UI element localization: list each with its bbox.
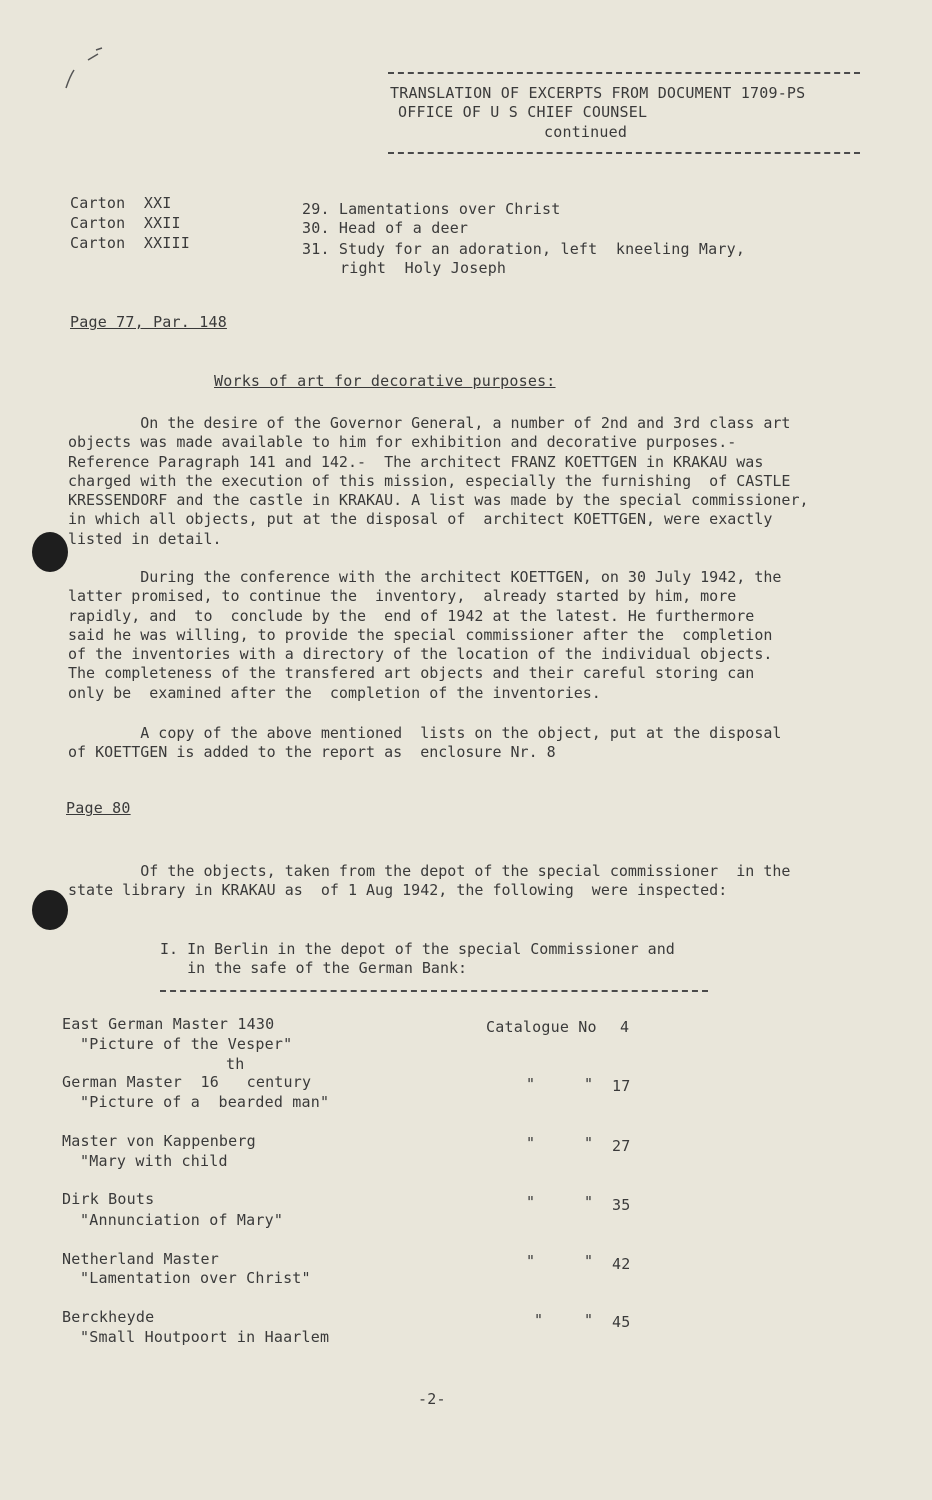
ditto-mark: "	[534, 1311, 544, 1329]
text-line: state library in KRAKAU as of 1 Aug 1942, the following were inspected:	[68, 881, 728, 900]
punch-hole-icon	[32, 890, 68, 930]
text-line: listed in detail.	[68, 529, 222, 548]
ditto-mark: "	[526, 1193, 536, 1211]
carton-item: 30. Head of a deer	[302, 219, 469, 237]
catalogue-number: 35	[612, 1196, 631, 1214]
ditto-mark: "	[526, 1134, 536, 1152]
header-office: OFFICE OF U S CHIEF COUNSEL	[398, 103, 648, 121]
ditto-mark: "	[526, 1075, 536, 1093]
header-rule-top	[388, 72, 860, 74]
catalogue-header: Catalogue No	[486, 1018, 597, 1036]
text-line: A copy of the above mentioned lists on the object, put at the disposal	[68, 724, 782, 742]
paragraph-conference	[68, 568, 781, 703]
ditto-mark: "	[584, 1193, 594, 1211]
text-line: rapidly, and to conclude by the end of 1942 at the latest. He furthermore	[68, 606, 755, 625]
catalogue-artist: East German Master 1430	[62, 1015, 275, 1033]
catalogue-title: "Picture of a bearded man"	[80, 1093, 330, 1111]
carton-label: Carton XXIII	[70, 234, 190, 252]
carton-label: Carton XXI	[70, 194, 172, 212]
catalogue-number: 42	[612, 1255, 631, 1273]
text-line: objects was made available to him for exhibition and decorative purposes.-	[68, 433, 737, 452]
paragraph-inspected	[68, 862, 790, 901]
section-berlin-depot	[160, 940, 675, 979]
section-title: Works of art for decorative purposes:	[214, 372, 556, 390]
text-line: in which all objects, put at the disposal of architect KOETTGEN, were exactly	[68, 510, 773, 529]
catalogue-artist: Dirk Bouts	[62, 1190, 155, 1208]
text-line: Of the objects, taken from the depot of the special commissioner in the	[68, 862, 791, 880]
header-rule-bottom	[388, 152, 860, 154]
text-line: On the desire of the Governor General, a number of 2nd and 3rd class art	[68, 414, 791, 432]
header-title: TRANSLATION OF EXCERPTS FROM DOCUMENT 1709-PS	[390, 84, 806, 102]
superscript-th: th	[226, 1055, 245, 1073]
pencil-mark-icon	[58, 46, 108, 96]
ditto-mark: "	[584, 1311, 594, 1329]
catalogue-title: "Annunciation of Mary"	[80, 1211, 284, 1229]
catalogue-title: "Lamentation over Christ"	[80, 1269, 311, 1287]
ditto-mark: "	[584, 1075, 594, 1093]
ditto-mark: "	[526, 1252, 536, 1270]
text-line: charged with the execution of this mission, especially the furnishing of CASTLE	[68, 471, 791, 490]
text-line: The completeness of the transfered art objects and their careful storing can	[68, 664, 755, 683]
carton-item-continued: right Holy Joseph	[340, 259, 507, 277]
punch-hole-icon	[32, 532, 68, 572]
text-line: KRESSENDORF and the castle in KRAKAU. A list was made by the special commissioner,	[68, 491, 809, 510]
carton-label: Carton XXII	[70, 214, 181, 232]
ditto-mark: "	[584, 1134, 594, 1152]
text-line: said he was willing, to provide the special commissioner after the completion	[68, 625, 773, 644]
carton-item: 31. Study for an adoration, left kneeling Mary,	[302, 240, 746, 258]
text-line: latter promised, to continue the inventory, already started by him, more	[68, 587, 737, 606]
paragraph-decorative-purposes	[68, 414, 809, 549]
text-line: I. In Berlin in the depot of the special Commissioner and	[160, 940, 675, 958]
catalogue-title: "Picture of the Vesper"	[80, 1035, 293, 1053]
ditto-mark: "	[584, 1252, 594, 1270]
catalogue-title: "Mary with child	[80, 1152, 228, 1170]
catalogue-number: 45	[612, 1313, 631, 1331]
catalogue-artist: German Master 16 century	[62, 1073, 312, 1091]
text-line: of KOETTGEN is added to the report as enclosure Nr. 8	[68, 743, 556, 762]
page-reference: Page 77, Par. 148	[70, 313, 227, 331]
header-continued: continued	[544, 123, 628, 141]
text-line: During the conference with the architect KOETTGEN, on 30 July 1942, the	[68, 568, 782, 586]
catalogue-title: "Small Houtpoort in Haarlem	[80, 1328, 330, 1346]
text-line: of the inventories with a directory of the location of the individual objects.	[68, 645, 773, 664]
catalogue-number: 27	[612, 1137, 631, 1155]
catalogue-number: 17	[612, 1077, 631, 1095]
paragraph-enclosure	[68, 724, 781, 763]
section-rule	[160, 990, 708, 992]
page-number: -2-	[418, 1390, 446, 1408]
text-line: Reference Paragraph 141 and 142.- The architect FRANZ KOETTGEN in KRAKAU was	[68, 452, 764, 471]
catalogue-artist: Berckheyde	[62, 1308, 155, 1326]
page-reference: Page 80	[66, 799, 131, 817]
text-line: in the safe of the German Bank:	[160, 959, 468, 978]
carton-item: 29. Lamentations over Christ	[302, 200, 561, 218]
text-line: only be examined after the completion of the inventories.	[68, 683, 601, 702]
catalogue-number: 4	[620, 1018, 630, 1036]
catalogue-artist: Netherland Master	[62, 1250, 219, 1268]
catalogue-artist: Master von Kappenberg	[62, 1132, 256, 1150]
